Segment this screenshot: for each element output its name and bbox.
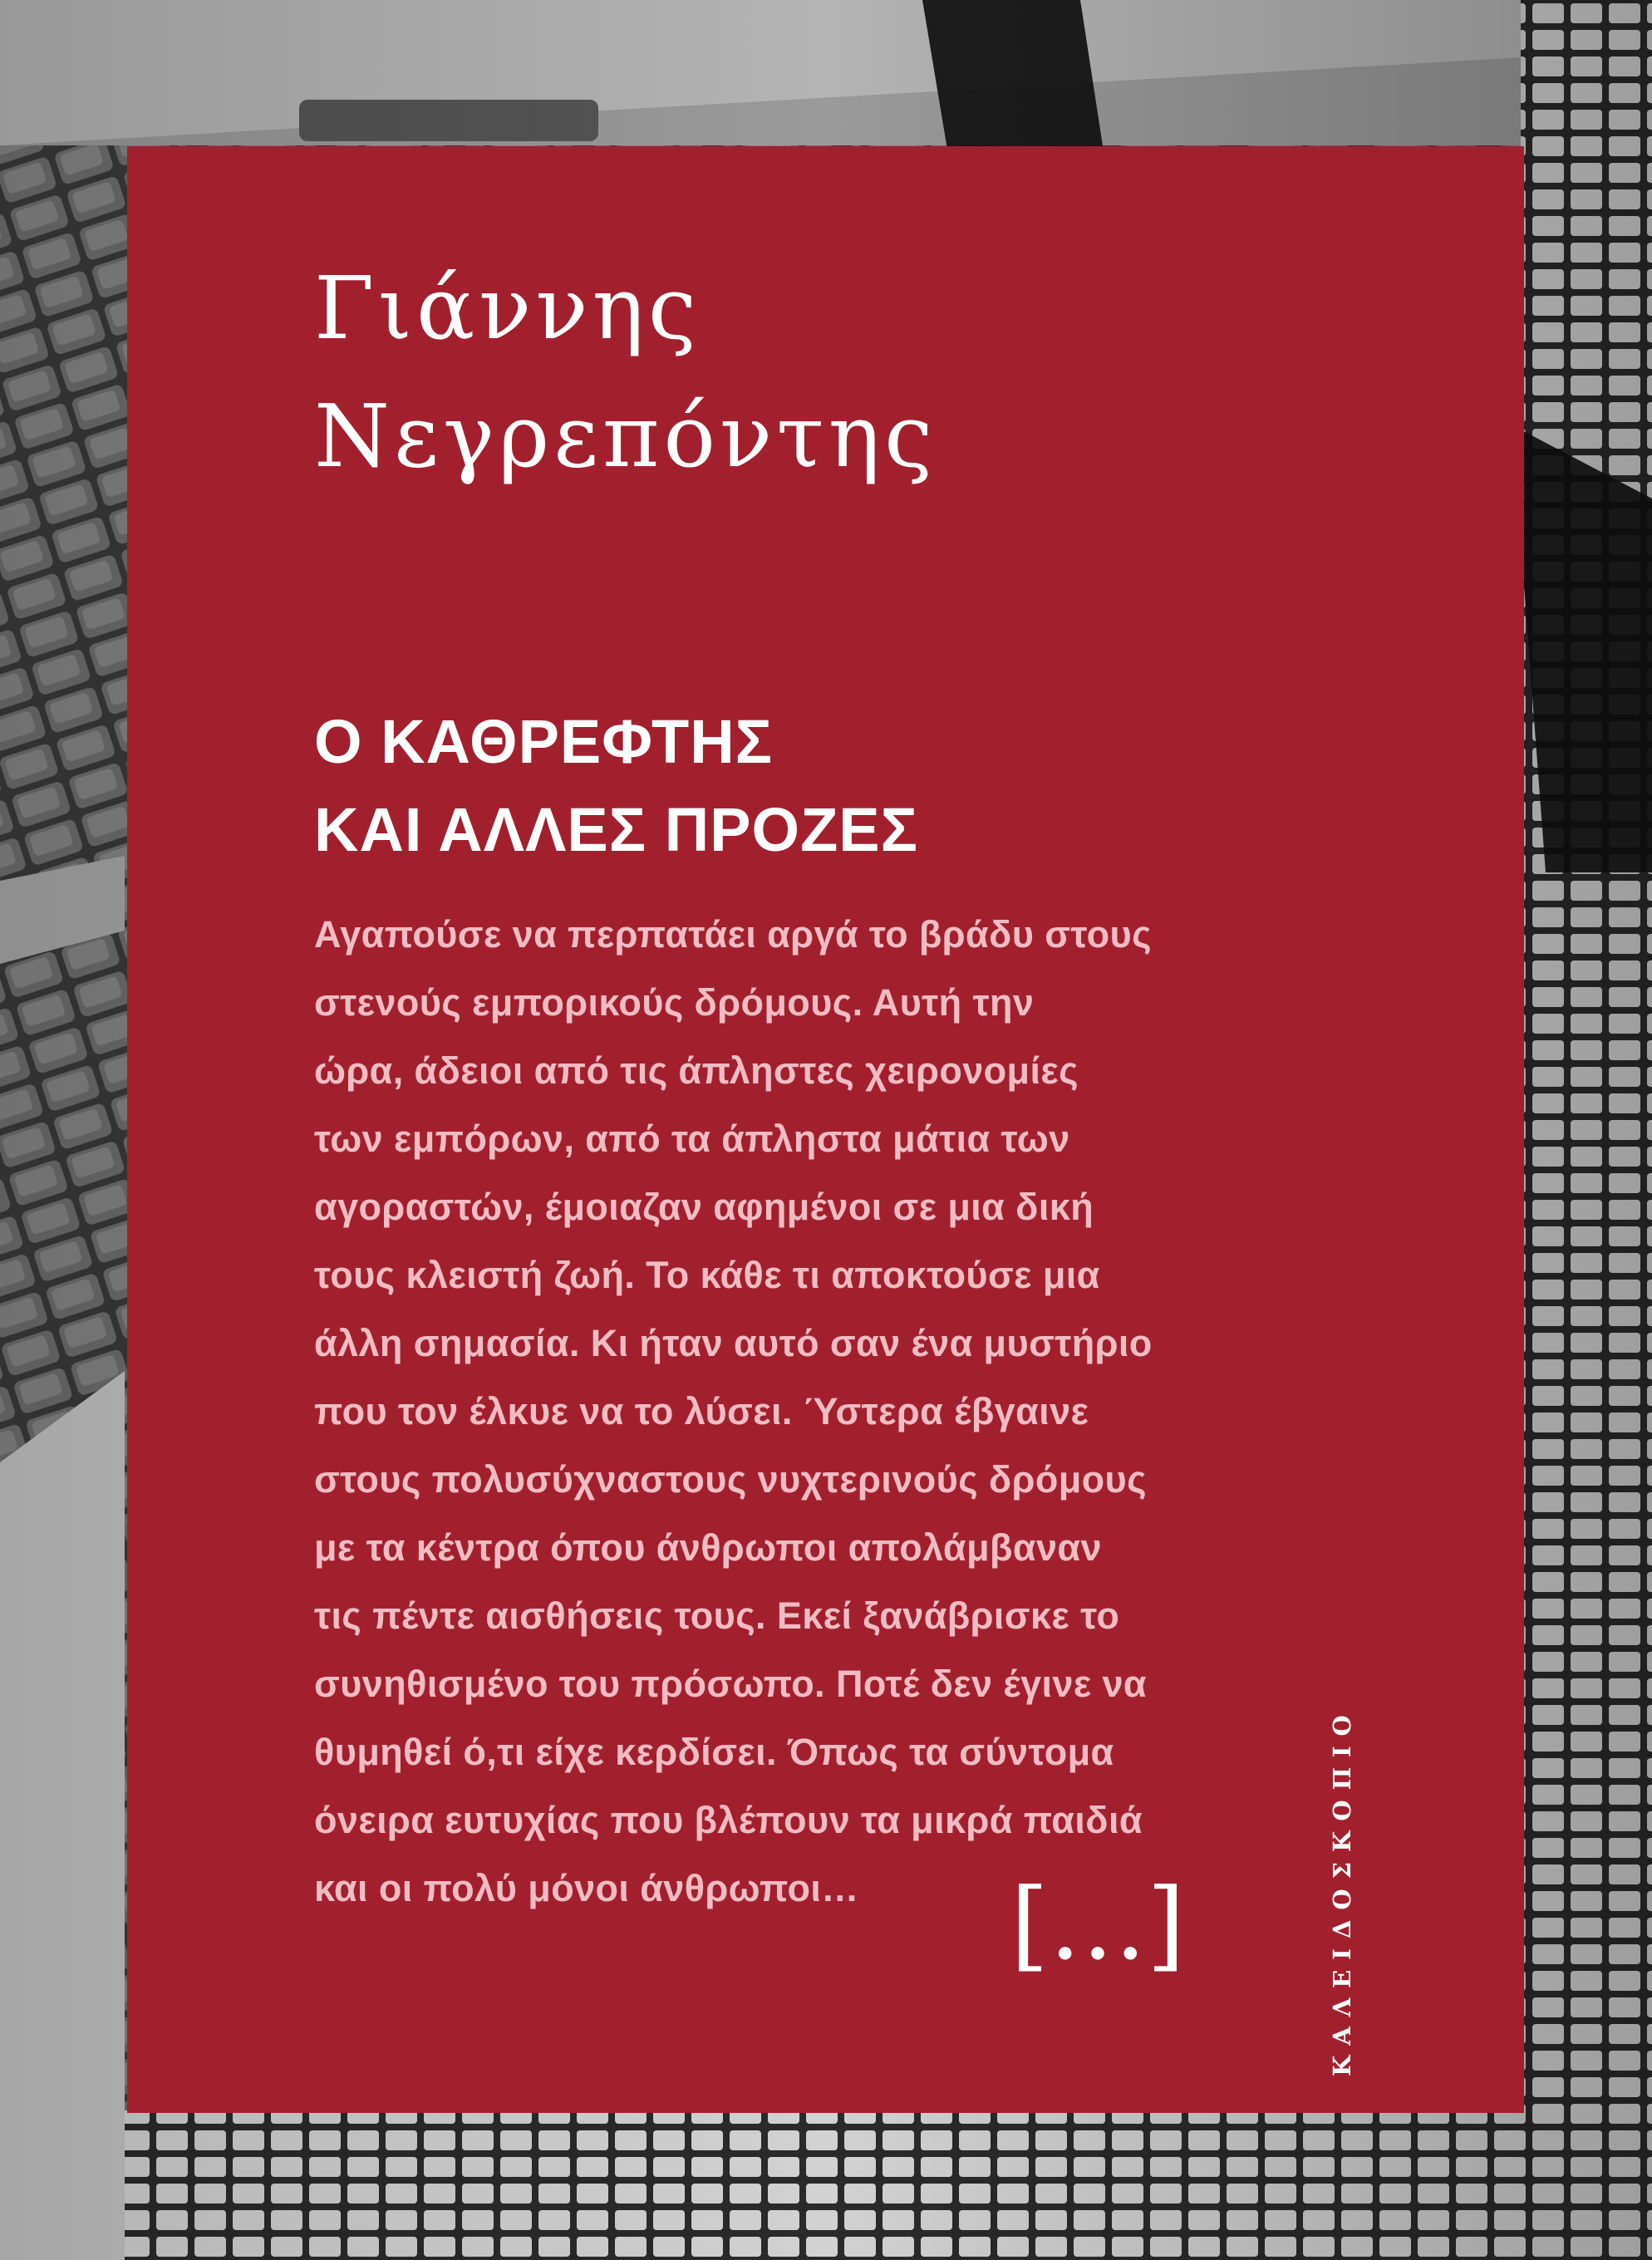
blurb-line: Αγαπούσε να περπατάει αργά το βράδυ στους: [314, 913, 1152, 956]
cover-panel: [127, 146, 1524, 2113]
blurb-text: [314, 901, 1153, 1923]
blurb-line: με τα κέντρα όπου άνθρωποι απολάμβαναν: [314, 1526, 1102, 1569]
blurb-line: τις πέντε αισθήσεις τους. Εκεί ξανάβρισκε το: [314, 1594, 1120, 1637]
book-title-line: ΚΑΙ ΑΛΛΕΣ ΠΡΟΖΕΣ: [314, 795, 919, 864]
author-name: [314, 244, 937, 500]
book-title: [314, 698, 918, 874]
blurb-line: άλλη σημασία. Κι ήταν αυτό σαν ένα μυστήριο: [314, 1322, 1153, 1364]
blurb-line: που τον έλκυε να το λύσει. Ύστερα έβγαινε: [314, 1390, 1089, 1432]
blurb-line: αγοραστών, έμοιαζαν αφημένοι σε μια δική: [314, 1186, 1094, 1228]
author-last-name: Νεγρεπόντης: [314, 386, 937, 487]
blurb-line: τους κλειστή ζωή. Το κάθε τι αποκτούσε μια: [314, 1254, 1100, 1296]
blurb-line: και οι πολύ μόνοι άνθρωποι…: [314, 1867, 859, 1909]
blurb-line: συνηθισμένο του πρόσωπο. Ποτέ δεν έγινε να: [314, 1663, 1147, 1705]
book-title-line: Ο ΚΑΘΡΕΦΤΗΣ: [314, 707, 774, 776]
blurb-line: όνειρα ευτυχίας που βλέπουν τα μικρά παιδιά: [314, 1799, 1143, 1841]
blurb-line: των εμπόρων, από τα άπληστα μάτια των: [314, 1118, 1070, 1160]
blurb-line: στους πολυσύχναστους νυχτερινούς δρόμους: [314, 1458, 1147, 1501]
author-first-name: Γιάννης: [314, 258, 701, 359]
blurb-line: ώρα, άδειοι από τις άπληστες χειρονομίες: [314, 1049, 1079, 1092]
blurb-line: στενούς εμπορικούς δρόμους. Αυτή την: [314, 981, 1035, 1024]
blurb-line: θυμηθεί ό,τι είχε κερδίσει. Όπως τα σύντομα: [314, 1731, 1114, 1773]
ellipsis-mark: […]: [1010, 1867, 1186, 1982]
publisher-name: ΚΑΛΕΙΔΟΣΚΟΠΙΟ: [1328, 1705, 1356, 2077]
